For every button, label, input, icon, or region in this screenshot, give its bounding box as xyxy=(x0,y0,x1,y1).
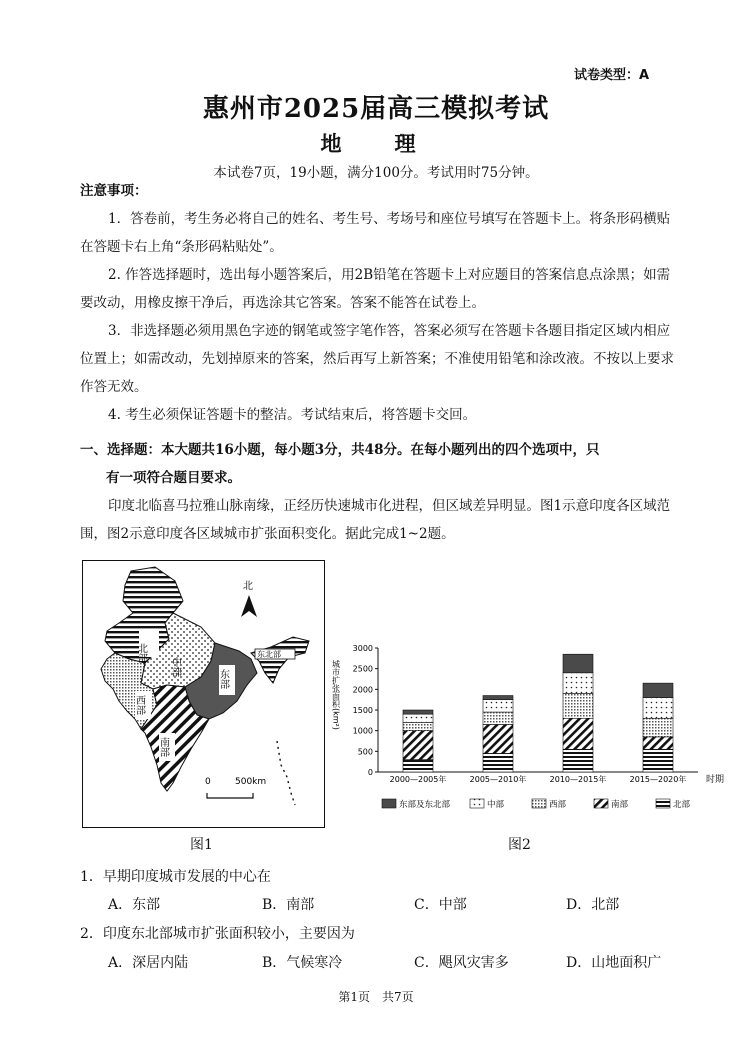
bar-segment xyxy=(563,749,593,772)
section-heading-line1: 一、选择题：本大题共16小题，每小题3分，共48分。在每小题列出的四个选项中，只 xyxy=(80,442,600,458)
figure-1-label: 图1 xyxy=(190,837,213,853)
q2-option-d[interactable]: D．山地面积广 xyxy=(566,955,662,971)
note-item: 2. 作答选择题时，选出每小题答案后，用2B铅笔在答题卡上对应题目的答案信息点涂黑；如需要改动，用橡皮擦干净后，再选涂其它答案。答案不能答在试卷上。 xyxy=(80,267,671,311)
exam-info: 本试卷7页，19小题，满分100分。考试用时75分钟。 xyxy=(213,165,539,181)
scale-label: 500km xyxy=(235,777,267,787)
legend-swatch xyxy=(656,799,670,808)
bar-segment xyxy=(403,722,433,730)
section-heading-line2: 有一项符合题目要求。 xyxy=(106,470,241,486)
bar-segment xyxy=(403,760,433,772)
question-2-stem: 2．印度东北部城市扩张面积较小，主要因为 xyxy=(80,926,355,942)
page-footer: 第1页 共7页 xyxy=(338,990,414,1004)
bar-segment xyxy=(483,712,513,724)
figure-2-label: 图2 xyxy=(508,837,531,853)
bar-segment xyxy=(643,698,673,719)
y-axis-label: 城市扩张面积(km²) xyxy=(331,660,341,730)
map-label-east: 东部 xyxy=(217,669,229,689)
india-map-figure xyxy=(82,560,325,828)
chart-legend xyxy=(382,796,722,810)
bar-segment xyxy=(643,683,673,697)
q1-option-c[interactable]: C．中部 xyxy=(414,897,467,913)
q1-option-b[interactable]: B．南部 xyxy=(262,897,315,913)
notes-heading: 注意事项： xyxy=(80,183,148,199)
question-1-stem: 1．早期印度城市发展的中心在 xyxy=(80,869,271,885)
y-tick-label: 1500 xyxy=(352,706,373,715)
question-intro xyxy=(80,492,680,548)
bar-segment xyxy=(643,749,673,772)
x-tick-label: 2000—2005年 xyxy=(389,775,447,784)
bar-segment xyxy=(403,710,433,714)
bar-segment xyxy=(403,731,433,760)
y-tick-label: 500 xyxy=(357,747,373,757)
intro-text: 印度北临喜马拉雅山脉南缘，正经历快速城市化进程，但区域差异明显。图1示意印度各区域范围，图2示意印度各区域城市扩张面积变化。据此完成1~2题。 xyxy=(80,498,671,542)
map-label-northeast: 东北部 xyxy=(257,650,281,659)
bar-segment xyxy=(563,654,593,673)
note-item: 4. 考生必须保证答题卡的整洁。考试结束后，将答题卡交回。 xyxy=(108,407,477,423)
notes-list xyxy=(80,205,680,429)
y-tick-label: 3000 xyxy=(352,644,373,653)
y-tick-label: 1000 xyxy=(352,726,373,736)
exam-title: 惠州市2025届高三模拟考试 xyxy=(202,94,550,124)
north-arrow-icon xyxy=(241,595,257,617)
legend-label: 中部 xyxy=(487,800,505,810)
q2-option-b[interactable]: B．气候寒冷 xyxy=(262,955,343,971)
q1-option-d[interactable]: D．北部 xyxy=(566,897,620,913)
bar-segment xyxy=(483,724,513,753)
q2-option-a[interactable]: A．深居内陆 xyxy=(108,955,189,971)
scale-zero: 0 xyxy=(205,777,211,787)
bar-segment xyxy=(643,737,673,749)
scale-bar xyxy=(207,793,253,798)
region-northeast xyxy=(251,637,309,683)
legend-label: 东部及东北部 xyxy=(399,800,451,810)
bar-segment xyxy=(483,696,513,700)
legend-label: 西部 xyxy=(549,800,567,810)
q1-option-a[interactable]: A．东部 xyxy=(108,897,161,913)
urban-expansion-chart xyxy=(331,640,725,820)
legend-label: 南部 xyxy=(611,800,629,810)
note-item: 3．非选择题必须用黑色字迹的钢笔或签字笔作答，答案必须写在答题卡各题目指定区域内相应位置上；如需改动，先划掉原来的答案，然后再写上新答案；不准使用铅笔和涂改液。不按以上要求作答无效。 xyxy=(80,323,674,395)
y-tick-label: 2500 xyxy=(352,664,373,674)
map-label-north: 北部 xyxy=(135,643,147,663)
map-label-south: 南部 xyxy=(157,737,169,757)
note-item: 1．答卷前，考生务必将自己的姓名、考生号、考场号和座位号填写在答题卡上。将条形码横贴在答题卡右上角“条形码粘贴处”。 xyxy=(80,211,671,255)
bar-segment xyxy=(563,718,593,749)
legend-swatch xyxy=(470,799,484,808)
bar-segment xyxy=(403,714,433,722)
section-heading xyxy=(80,436,670,492)
bar-segment xyxy=(483,700,513,712)
india-map xyxy=(83,561,324,827)
legend-swatch xyxy=(532,799,546,808)
y-tick-label: 0 xyxy=(367,768,373,777)
subject-title: 地 理 xyxy=(320,131,432,156)
legend-swatch xyxy=(382,799,396,808)
legend-svg xyxy=(382,797,722,811)
x-axis-label: 时期 xyxy=(706,775,725,785)
bar-segment xyxy=(643,718,673,737)
legend-swatch xyxy=(594,799,608,808)
legend-label: 北部 xyxy=(673,800,691,810)
x-tick-label: 2015—2020年 xyxy=(629,775,687,784)
chart-svg xyxy=(331,640,725,820)
map-label-central: 中部 xyxy=(169,657,181,677)
x-tick-label: 2005—2010年 xyxy=(469,775,527,784)
north-label: 北 xyxy=(243,581,253,592)
q2-option-c[interactable]: C．飓风灾害多 xyxy=(414,955,509,971)
bar-segment xyxy=(483,753,513,772)
bar-segment xyxy=(563,693,593,718)
x-tick-label: 2010—2015年 xyxy=(549,775,607,784)
paper-type: 试卷类型：A xyxy=(574,68,650,83)
map-label-west: 西部 xyxy=(133,695,145,715)
y-tick-label: 2000 xyxy=(352,685,373,695)
bar-segment xyxy=(563,673,593,694)
